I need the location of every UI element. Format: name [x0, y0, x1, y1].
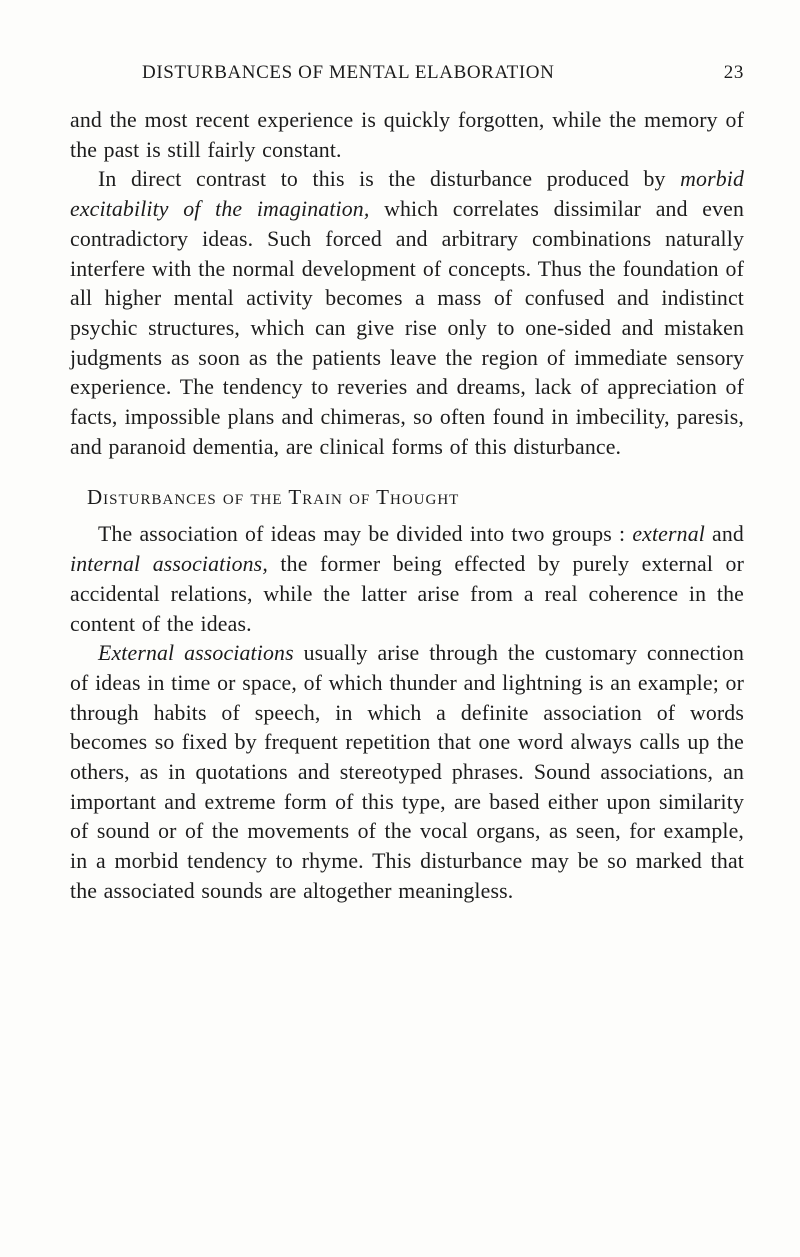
emphasis-text: morbid excitability of the imagination, [70, 167, 744, 222]
body-text [70, 106, 744, 907]
paragraph-text: In direct contrast to this is the disturbance produced by [98, 167, 681, 192]
paragraph-text: which correlates dissimilar and even contradictory ideas. Such forced and arbitrary combinations naturally interfere with the normal development of concepts. Thus the foundation of all higher mental activity becomes a mass of confused and indistinct psychic structures, which can give rise only to one-sided and mistaken judgments as soon as the patients leave the region of immediate sensory experience. The tendency to reveries and dreams, lack of appreciation of facts, impossible plans and chimeras, so often found in imbecility, paresis, and paranoid dementia, are clinical forms of this disturbance. [70, 197, 744, 459]
emphasis-text: External associations [98, 641, 294, 666]
section-heading: Disturbances of the Train of Thought [87, 485, 460, 510]
paragraph-text: The association of ideas may be divided into two groups : [98, 522, 633, 547]
running-head [70, 60, 744, 92]
paragraph-continuation [70, 106, 744, 165]
paragraph-external-associations [70, 639, 744, 906]
running-head-title: DISTURBANCES OF MENTAL ELABORATION [142, 62, 555, 83]
paragraph-text: and [704, 522, 744, 547]
paragraph-text: and the most recent experience is quickly forgotten, while the memory of the past is still fairly constant. [70, 108, 744, 162]
paragraph-text: usually arise through the customary connection of ideas in time or space, of which thunder and lightning is an example; or through habits of speech, in which a definite association of words becomes so fixed by frequent repetition that one word always calls up the others, as in quotations and stereotyped phrases. Sound associations, an important and extreme form of this type, are based either upon similarity of sound or of the movements of the vocal organs, as seen, for example, in a morbid tendency to rhyme. This disturbance may be so marked that the associated sounds are altogether meaningless. [70, 641, 744, 903]
page-number: 23 [723, 62, 744, 83]
emphasis-text: internal associations, [70, 552, 268, 577]
paragraph-association-groups [70, 520, 744, 639]
book-page [70, 60, 744, 907]
emphasis-text: external [632, 522, 705, 547]
paragraph-imagination [70, 165, 744, 462]
paragraph-text: the former being effected by purely external or accidental relations, while the latter arise from a real coherence in the content of the ideas. [70, 552, 744, 636]
